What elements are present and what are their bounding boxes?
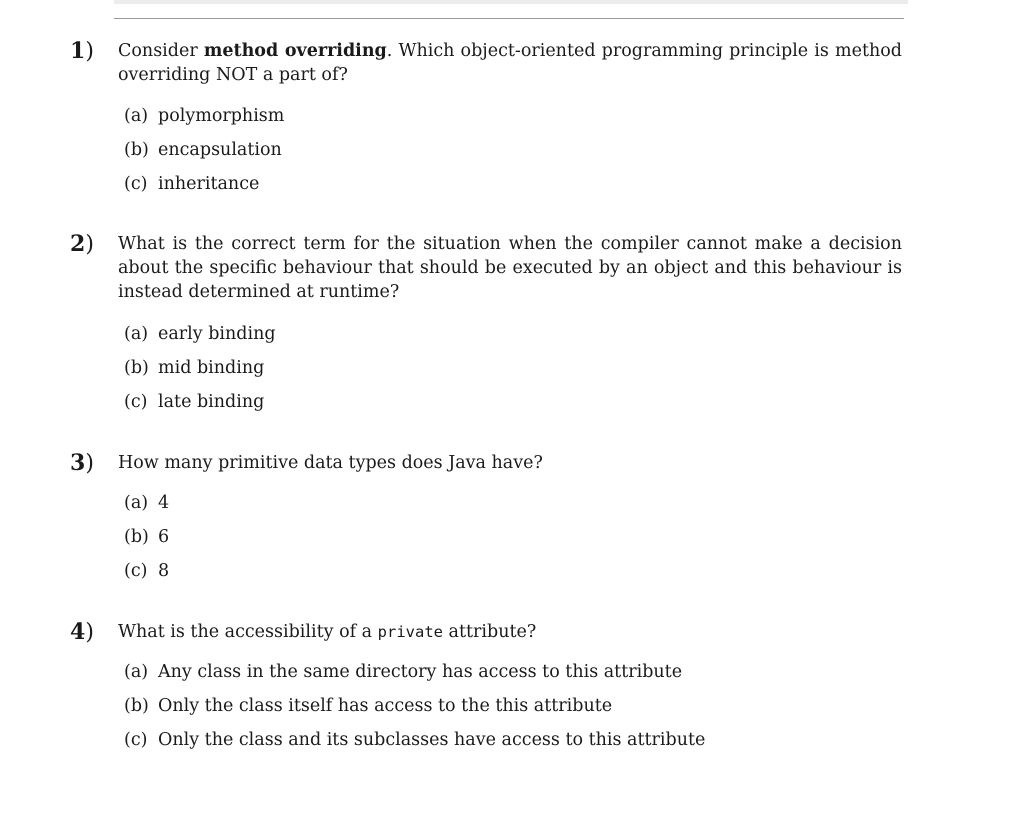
question-number: 1): [70, 38, 94, 64]
emphasis-term: method overriding: [203, 41, 387, 61]
question-text: What is the correct term for the situation when the compiler cannot make a decision about the specific behaviour that should be executed by an object and this behaviour is instead determined at runtime?: [118, 234, 902, 302]
question-text: How many primitive data types does Java have?: [118, 453, 543, 473]
question-number: 4): [70, 619, 94, 645]
option-c[interactable]: (c) inheritance: [124, 174, 260, 194]
option-b[interactable]: (b) Only the class itself has access to the this attribute: [124, 696, 613, 716]
option-b[interactable]: (b) 6: [124, 527, 170, 547]
option-a[interactable]: (a) early binding: [124, 324, 276, 344]
option-c[interactable]: (c) late binding: [124, 392, 265, 412]
page-top-edge: [114, 0, 908, 4]
code-keyword: private: [377, 623, 443, 641]
question-number: 2): [70, 231, 94, 257]
question-text: Consider method overriding. Which object-oriented programming principle is method overriding NOT a part of?: [118, 41, 903, 85]
header-rule: [114, 18, 904, 19]
option-a[interactable]: (a) 4: [124, 493, 170, 513]
option-b[interactable]: (b) encapsulation: [124, 140, 282, 160]
option-a[interactable]: (a) Any class in the same directory has access to this attribute: [124, 662, 683, 682]
question-number: 3): [70, 450, 94, 476]
question-text: What is the accessibility of a private attribute?: [118, 622, 537, 642]
option-c[interactable]: (c) 8: [124, 561, 170, 581]
option-b[interactable]: (b) mid binding: [124, 358, 265, 378]
option-a[interactable]: (a) polymorphism: [124, 106, 285, 126]
option-c[interactable]: (c) Only the class and its subclasses have access to this attribute: [124, 730, 706, 750]
